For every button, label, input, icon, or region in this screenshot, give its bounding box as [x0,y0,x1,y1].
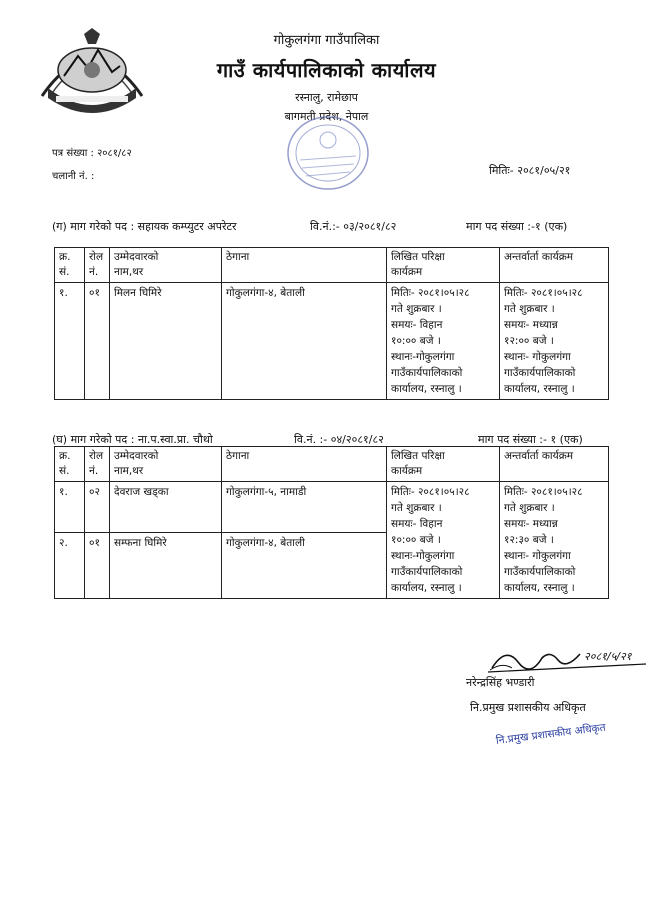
cell-name: सम्फना घिमिरे [110,533,222,599]
table-header-row [55,248,609,283]
col-written-exam: लिखित परिक्षा कार्यक्रम [387,447,500,482]
cell-name: मिलन घिमिरे [110,283,222,400]
section2-count: माग पद संख्या :- १ (एक) [478,433,583,446]
table-row [55,482,609,533]
cell-roll: ०१ [85,283,110,400]
table-1 [54,247,609,400]
signatory-name: नरेन्द्रसिंह भण्डारी [466,676,535,689]
section1-post: (ग) माग गरेको पद : सहायक कम्प्युटर अपरेटर [52,220,237,233]
municipality-name: गोकुलगंगा गाउँपालिका [273,33,380,48]
cell-address: गोकुलगंगा-४, बेताली [222,283,387,400]
office-address: रस्नालु, रामेछाप [295,91,358,104]
col-name: उम्मेदवारको नाम,थर [110,248,222,283]
cell-sn: १. [55,283,85,400]
letter-date: मितिः- २०८१/०५/२१ [489,164,571,177]
col-address: ठेगाना [222,248,387,283]
cell-roll: ०२ [85,482,110,533]
col-address: ठेगाना [222,447,387,482]
chalani-number: चलानी नं. : [52,171,95,182]
col-written-exam: लिखित परिक्षा कार्यक्रम [387,248,500,283]
signatory-title: नि.प्रमुख प्रशासकीय अधिकृत [470,701,586,714]
section2-post: (घ) माग गरेको पद : ना.प.स्वा.प्रा. चौथो [52,433,213,446]
svg-text:२०८१/५/२१: २०८१/५/२१ [584,650,632,663]
handwritten-signature [488,640,648,676]
table-header-row [55,447,609,482]
cell-name: देवराज खड्का [110,482,222,533]
cell-address: गोकुलगंगा-५, नामाडी [222,482,387,533]
office-title: गाउँ कार्यपालिकाको कार्यालय [216,58,437,82]
col-interview: अन्तर्वार्ता कार्यक्रम [500,248,609,283]
col-sn: क्र. सं. [55,248,85,283]
cell-interview-schedule: मितिः- २०८१।०५।२८ गते शुक्रबार । समयः- मध्यान्न १२:०० बजे । स्थानः- गोकुलगंगा गाउँकार्यपालिकाको कार्यालय, रस्नालु । [500,283,609,400]
col-name: उम्मेदवारको नाम,थर [110,447,222,482]
designation-stamp: नि.प्रमुख प्रशासकीय अधिकृत [495,721,607,747]
office-province: बागमती प्रदेश, नेपाल [284,110,369,123]
section1-count: माग पद संख्या :-१ (एक) [466,220,568,233]
cell-roll: ०१ [85,533,110,599]
section2-vi-no: वि.नं. :- ०४/२०८१/८२ [294,433,384,446]
col-roll: रोल नं. [85,248,110,283]
patra-sankhya: पत्र संख्या : २०८१/८२ [52,148,132,159]
table-2 [54,446,609,599]
cell-address: गोकुलगंगा-४, बेताली [222,533,387,599]
table-row [55,283,609,400]
cell-written-schedule: मितिः- २०८१।०५।२८ गते शुक्रबार । समयः- विहान १०:०० बजे । स्थानः-गोकुलगंगा गाउँकार्यपालिकाको कार्यालय, रस्नालु । [387,283,500,400]
cell-sn: १. [55,482,85,533]
col-interview: अन्तर्वार्ता कार्यक्रम [500,447,609,482]
col-sn: क्र. सं. [55,447,85,482]
cell-sn: २. [55,533,85,599]
office-seal-stamp [278,112,378,194]
cell-written-schedule: मितिः- २०८१।०५।२८ गते शुक्रबार । समयः- विहान १०:०० बजे । स्थानः-गोकुलगंगा गाउँकार्यपालिकाको कार्यालय, रस्नालु । [387,482,500,599]
section1-vi-no: वि.नं.:- ०३/२०८१/८२ [310,220,397,233]
col-roll: रोल नं. [85,447,110,482]
cell-interview-schedule: मितिः- २०८१।०५।२८ गते शुक्रबार । समयः- मध्यान्न १२:३० बजे । स्थानः- गोकुलगंगा गाउँकार्यपालिकाको कार्यालय, रस्नालु । [500,482,609,599]
